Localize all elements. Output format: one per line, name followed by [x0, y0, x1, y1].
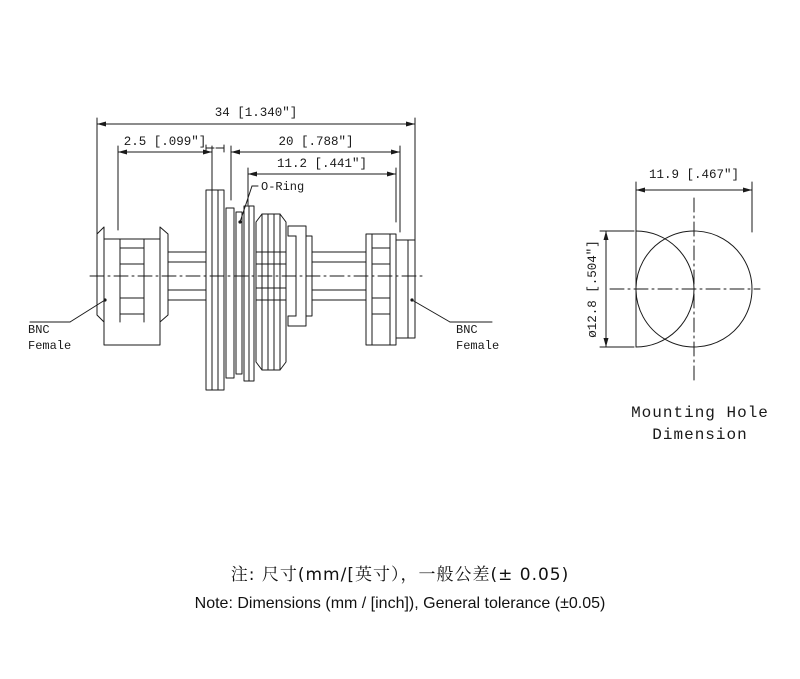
dim-flange-thickness — [206, 145, 224, 152]
note-chinese: 注: 尺寸(mm/[英寸），一般公差(± 0.05) — [230, 565, 570, 585]
callout-oring-label: O-Ring — [261, 180, 305, 194]
notes-block — [0, 560, 800, 613]
dim-label-overall: 34 [1.340"] — [214, 106, 298, 120]
right-view-mounting-hole — [610, 198, 760, 380]
callout-bnc-right-line2: Female — [456, 339, 500, 353]
note-english: Note: Dimensions (mm / [inch]), General tolerance (±0.05) — [194, 595, 606, 612]
dim-front-2p5 — [118, 146, 212, 230]
dim-label-rear: 20 [.788"] — [278, 135, 354, 149]
dim-label-thread: 11.2 [.441"] — [276, 157, 368, 171]
left-view-body — [90, 190, 422, 390]
callout-bnc-left-line1: BNC — [28, 323, 50, 337]
mounting-hole-caption-line1: Mounting Hole — [631, 404, 769, 422]
leader-bnc-female-left — [30, 298, 107, 322]
dim-label-flat: 11.9 [.467"] — [648, 168, 740, 182]
mounting-hole-caption-line2: Dimension — [652, 426, 748, 444]
callout-bnc-left-line2: Female — [28, 339, 72, 353]
dim-label-diameter: ø12.8 [.504"] — [586, 240, 600, 338]
callout-bnc-right-line1: BNC — [456, 323, 478, 337]
dim-label-front: 2.5 [.099"] — [123, 135, 207, 149]
leader-bnc-female-right — [410, 298, 492, 322]
